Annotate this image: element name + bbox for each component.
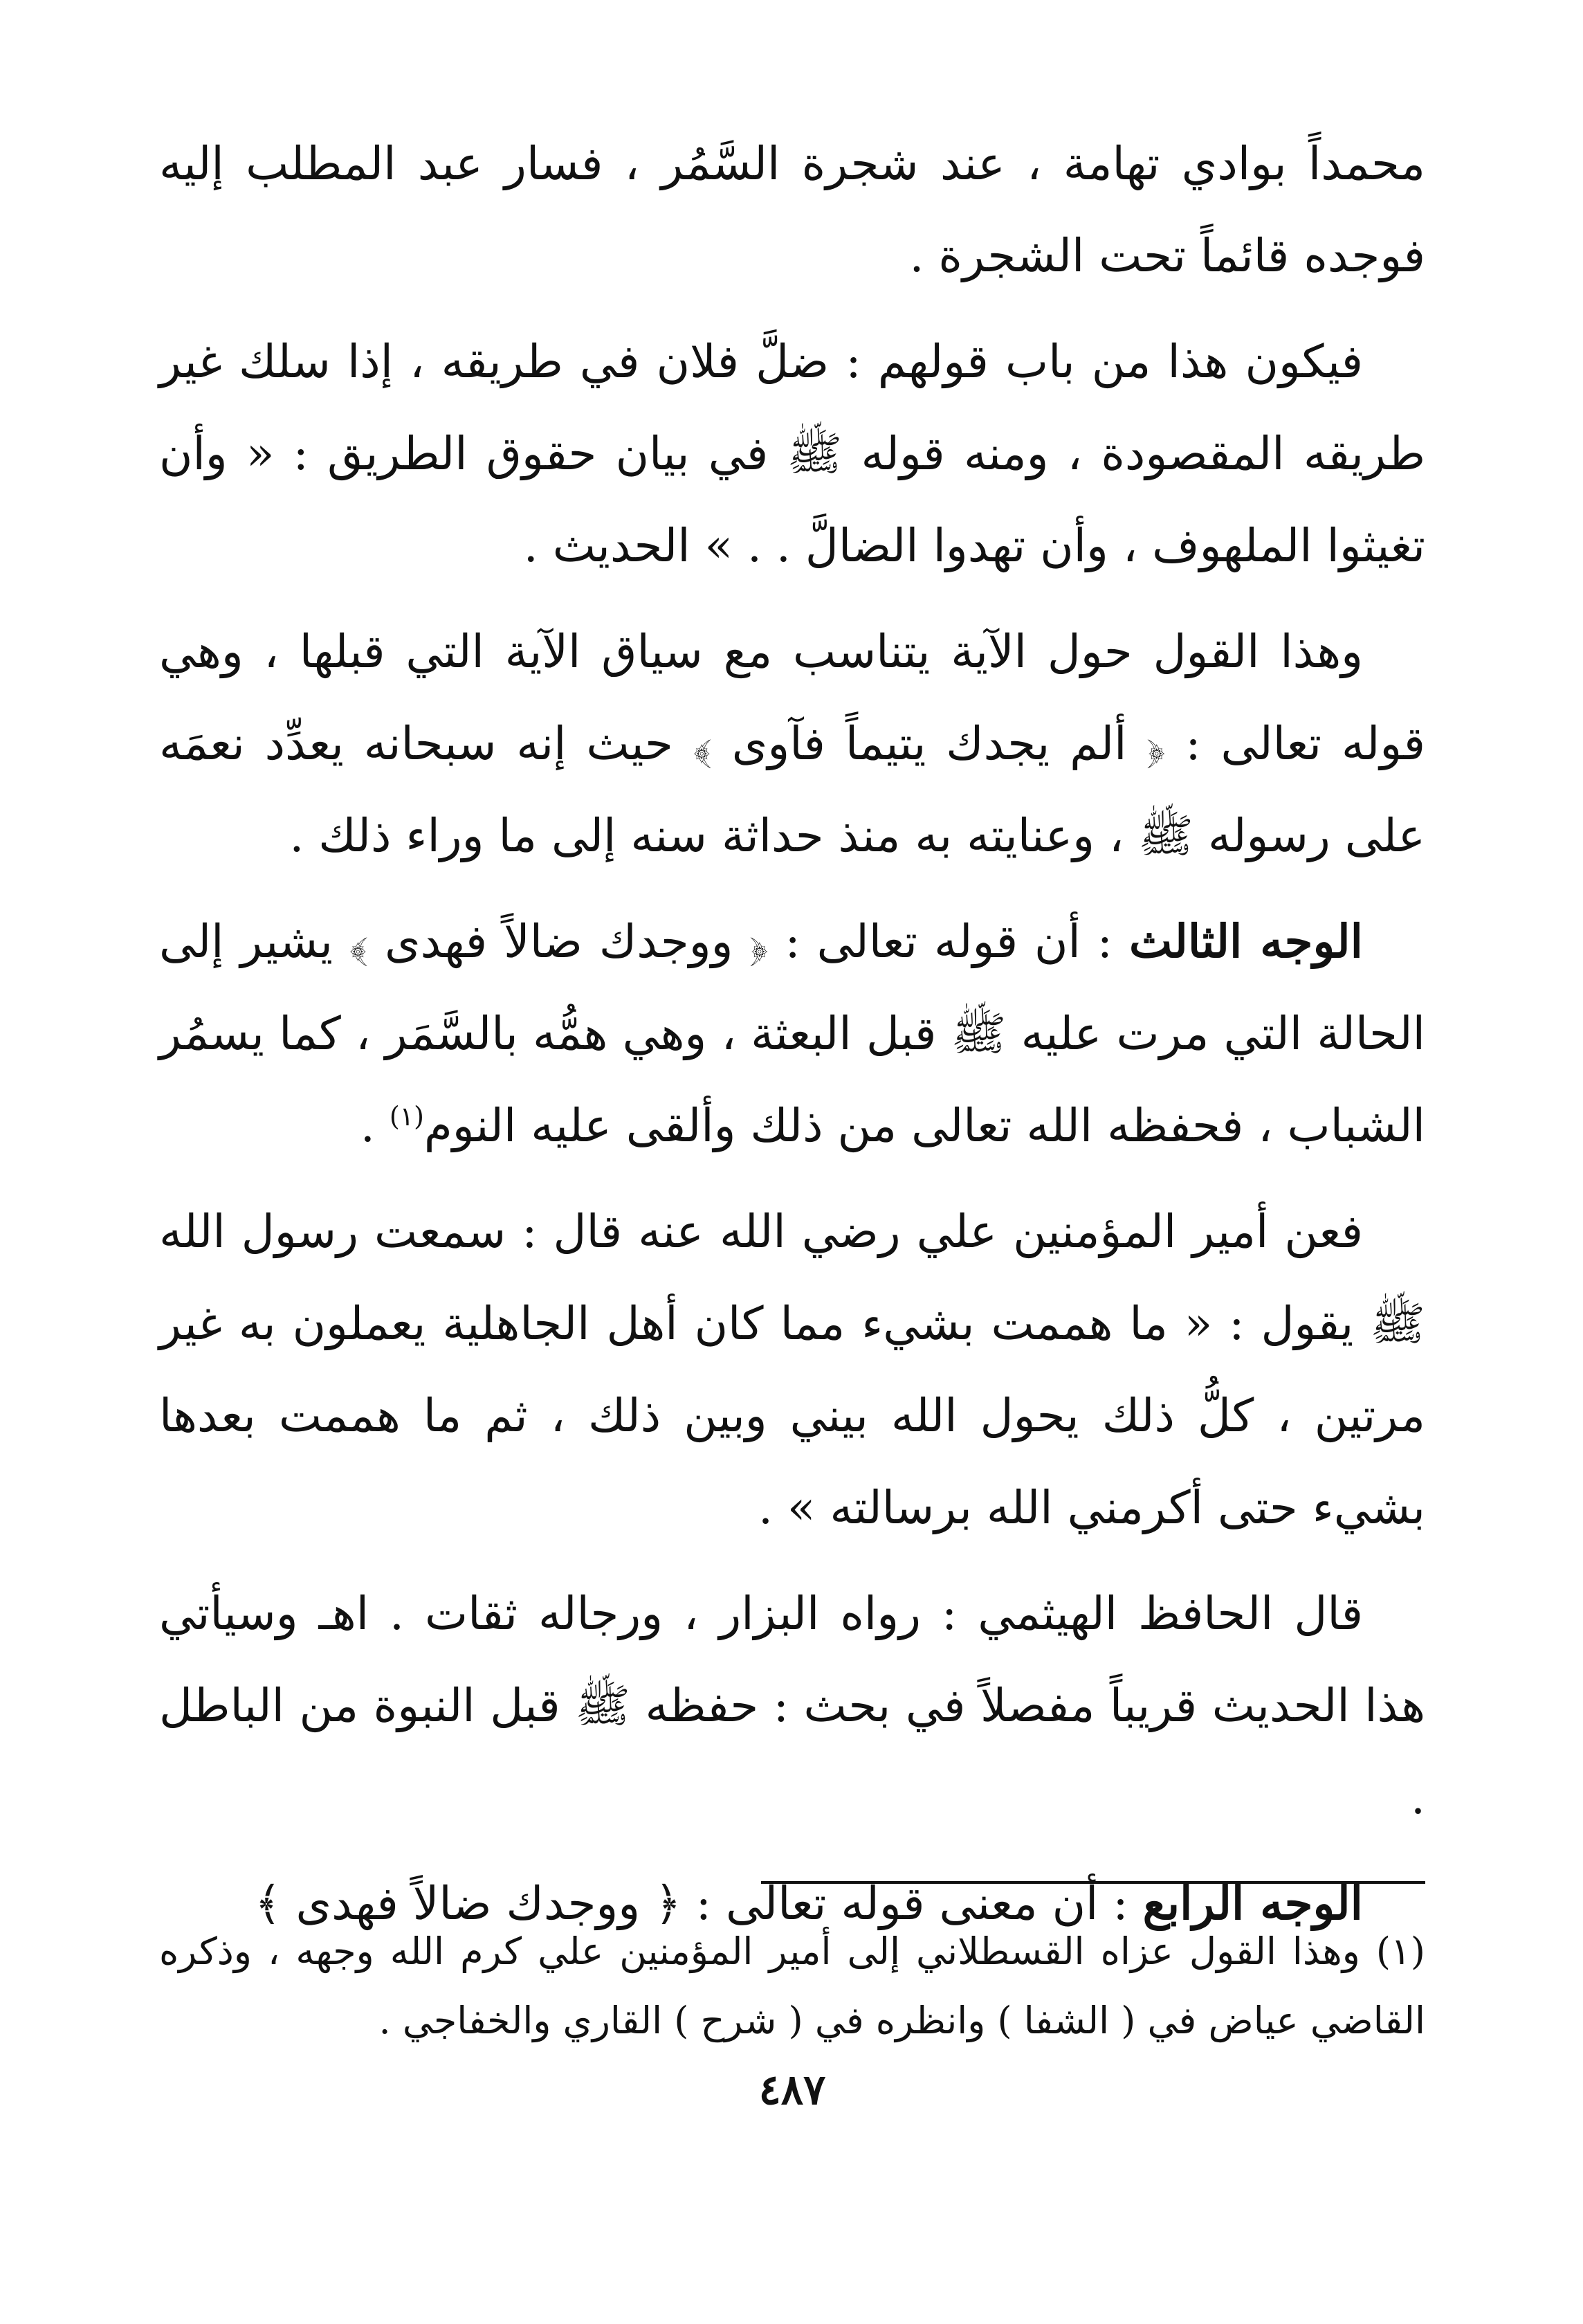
page-number: ٤٨٧ xyxy=(758,2066,826,2114)
paragraph-3-text: وهذا القول حول الآية يتناسب مع سياق الآية التي قبلها ، وهي قوله تعالى : ﴿ ألم يجدك يتيماً فآوى ﴾ حيث إنه سبحانه يعدِّد نعمَه على رسوله ﷺ ، وعنايته به منذ حداثة سنه إلى ما وراء ذلك . xyxy=(159,625,1425,862)
paragraph-1 xyxy=(159,118,1425,302)
paragraph-2-text: فيكون هذا من باب قولهم : ضلَّ فلان في طريقه ، إذا سلك غير طريقه المقصودة ، ومنه قوله ﷺ في بيان حقوق الطريق : « وأن تغيثوا الملهوف ، وأن تهدوا الضالَّ . . » الحديث . xyxy=(159,335,1425,572)
paragraph-1-text: محمداً بوادي تهامة ، عند شجرة السَّمُر ، فسار عبد المطلب إليه فوجده قائماً تحت الشجرة . xyxy=(159,137,1425,282)
paragraph-5 xyxy=(159,1186,1425,1554)
paragraph-5-text: فعن أمير المؤمنين علي رضي الله عنه قال : سمعت رسول الله ﷺ يقول : « ما هممت بشيء مما كان أهل الجاهلية يعملون به غير مرتين ، كلُّ ذلك يحول الله بيني وبين ذلك ، ثم ما هممت بعدها بشيء حتى أكرمني الله برسالته » . xyxy=(159,1205,1425,1534)
paragraph-3 xyxy=(159,606,1425,882)
paragraph-6 xyxy=(159,1568,1425,1844)
footnote-reference[interactable]: (١) xyxy=(389,1101,424,1132)
paragraph-4-text: : أن قوله تعالى : ﴿ ووجدك ضالاً فهدى ﴾ يشير إلى الحالة التي مرت عليه ﷺ قبل البعثة ، وهي همُّه بالسَّمَر ، كما يسمُر الشباب ، فحفظه الله تعالى من ذلك وألقى عليه النوم xyxy=(159,915,1425,1152)
paragraph-6-text: قال الحافظ الهيثمي : رواه البزار ، ورجاله ثقات . اهـ وسيأتي هذا الحديث قريباً مفصلاً في بحث : حفظه ﷺ قبل النبوة من الباطل . xyxy=(159,1587,1425,1824)
paragraph-4 xyxy=(159,896,1425,1172)
footnote-divider xyxy=(761,1881,1425,1884)
main-text xyxy=(159,118,1425,1963)
section-heading-third-aspect: الوجه الثالث xyxy=(1128,914,1363,968)
paragraph-4-tail: . xyxy=(360,1099,390,1152)
paragraph-2 xyxy=(159,316,1425,592)
footnote xyxy=(159,1917,1425,2055)
footnote-text: وهذا القول عزاه القسطلاني إلى أمير المؤمنين علي كرم الله وجهه ، وذكره القاضي عياض في ( الشفا ) وانظره في ( شرح ) القاري والخفاجي . xyxy=(159,1930,1425,2042)
paragraph-7-text: : أن معنى قوله تعالى : ﴿ ووجدك ضالاً فهدى ﴾ xyxy=(254,1877,1143,1930)
section-heading-fourth-aspect: الوجه الرابع xyxy=(1142,1876,1363,1930)
book-page xyxy=(159,118,1425,2263)
footnote-marker: (١) xyxy=(1375,1930,1425,1973)
